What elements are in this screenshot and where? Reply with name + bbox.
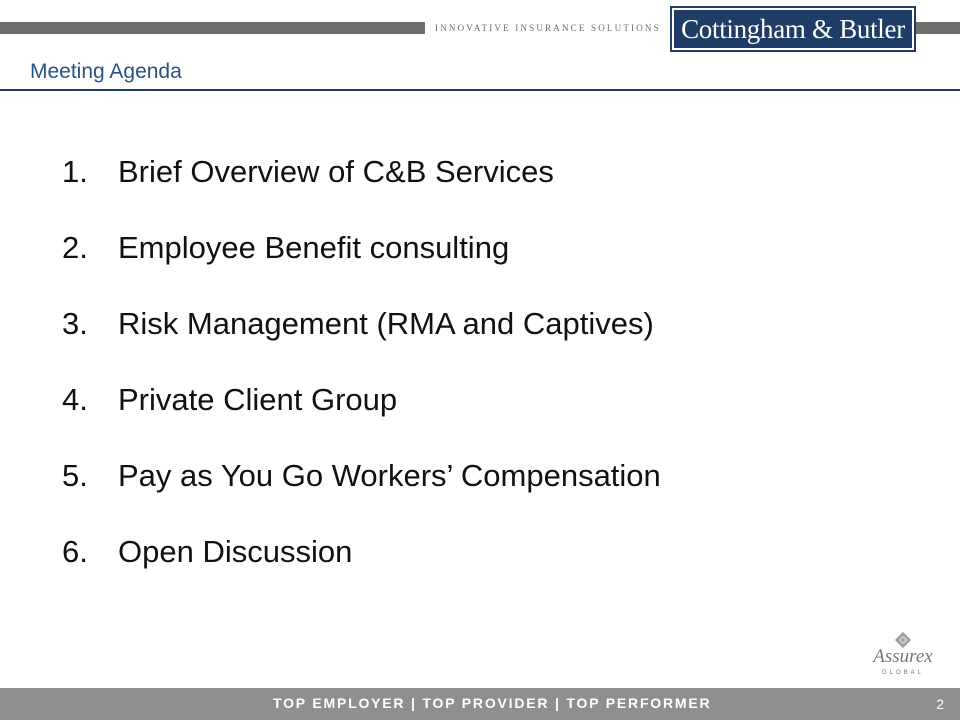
agenda-item-number: 5.: [62, 458, 88, 493]
footer-bar: [0, 688, 960, 720]
agenda-item-text: Employee Benefit consulting: [118, 230, 510, 265]
footer-slogan: TOP EMPLOYER | TOP PROVIDER | TOP PERFORMER: [273, 695, 712, 711]
agenda-item: [62, 530, 661, 606]
company-logo-text: Cottingham & Butler: [674, 10, 912, 48]
agenda-item: [62, 302, 661, 378]
agenda-item: [62, 150, 661, 226]
agenda-item-text: Pay as You Go Workers’ Compensation: [118, 458, 661, 493]
agenda-item-text: Risk Management (RMA and Captives): [118, 306, 654, 341]
agenda-item-number: 4.: [62, 382, 88, 417]
partner-logo: [872, 632, 934, 680]
agenda-item-text: Private Client Group: [118, 382, 398, 417]
slide-title: Meeting Agenda: [30, 60, 182, 83]
agenda-item: [62, 378, 661, 454]
agenda-item-text: Brief Overview of C&B Services: [118, 154, 554, 189]
agenda-item-number: 3.: [62, 306, 88, 341]
agenda-item: [62, 226, 661, 302]
title-divider: [0, 89, 960, 91]
partner-logo-subtitle: GLOBAL: [881, 670, 924, 676]
partner-logo-name: Assurex: [873, 646, 933, 667]
agenda-item-number: 1.: [62, 154, 88, 189]
agenda-item-number: 6.: [62, 534, 88, 569]
page-number: 2: [936, 696, 944, 712]
company-logo: [670, 6, 916, 52]
agenda-item-number: 2.: [62, 230, 88, 265]
agenda-list: [62, 150, 661, 606]
header-tagline: INNOVATIVE INSURANCE SOLUTIONS: [425, 20, 671, 36]
agenda-item: [62, 454, 661, 530]
agenda-item-text: Open Discussion: [118, 534, 353, 569]
